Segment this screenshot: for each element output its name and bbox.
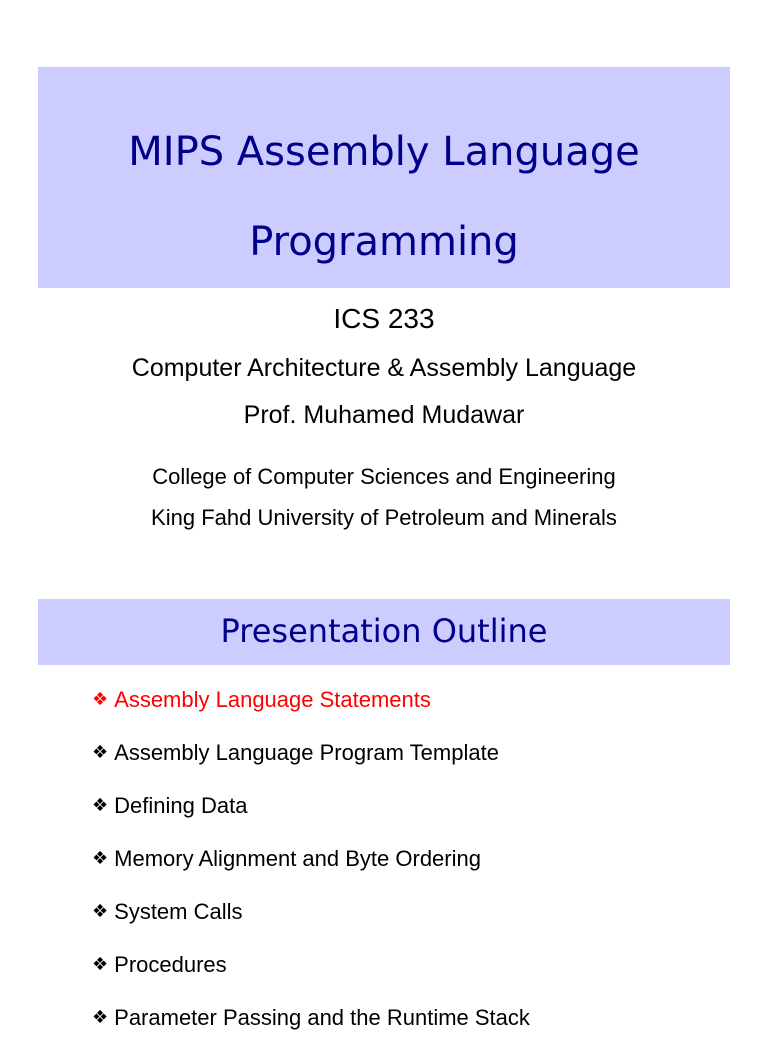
diamond-bullet-icon: ❖ [92, 1007, 109, 1028]
diamond-bullet-icon: ❖ [92, 954, 109, 975]
professor-name: Prof. Muhamed Mudawar [243, 401, 525, 429]
outline-item-assembly-statements [92, 683, 530, 736]
course-code: ICS 233 [333, 303, 435, 334]
outline-item-label: Procedures [114, 952, 227, 977]
outline-title: Presentation Outline [220, 612, 548, 650]
outline-item-label: Assembly Language Program Template [114, 740, 499, 765]
outline-item-memory-alignment [92, 842, 530, 895]
outline-item-procedures [92, 948, 530, 1001]
college-name: College of Computer Sciences and Engineering [152, 464, 616, 489]
outline-item-label: Defining Data [114, 793, 248, 818]
outline-item-label: Assembly Language Statements [114, 687, 431, 712]
outline-item-parameter-passing [92, 1001, 530, 1054]
outline-item-label: Parameter Passing and the Runtime Stack [114, 1005, 530, 1030]
course-name: Computer Architecture & Assembly Language [131, 354, 637, 382]
diamond-bullet-icon: ❖ [92, 901, 109, 922]
outline-item-label: System Calls [114, 899, 243, 924]
university-name: King Fahd University of Petroleum and Minerals [151, 505, 617, 530]
diamond-bullet-icon: ❖ [92, 848, 109, 869]
outline-item-label: Memory Alignment and Byte Ordering [114, 846, 481, 871]
diamond-bullet-icon: ❖ [92, 795, 109, 816]
outline-list [92, 683, 530, 1054]
outline-item-defining-data [92, 789, 530, 842]
slide-title-line-1: MIPS Assembly Language [128, 129, 640, 175]
slide-title-line-2: Programming [249, 219, 519, 265]
diamond-bullet-icon: ❖ [92, 689, 109, 710]
outline-item-program-template [92, 736, 530, 789]
diamond-bullet-icon: ❖ [92, 742, 109, 763]
outline-item-system-calls [92, 895, 530, 948]
